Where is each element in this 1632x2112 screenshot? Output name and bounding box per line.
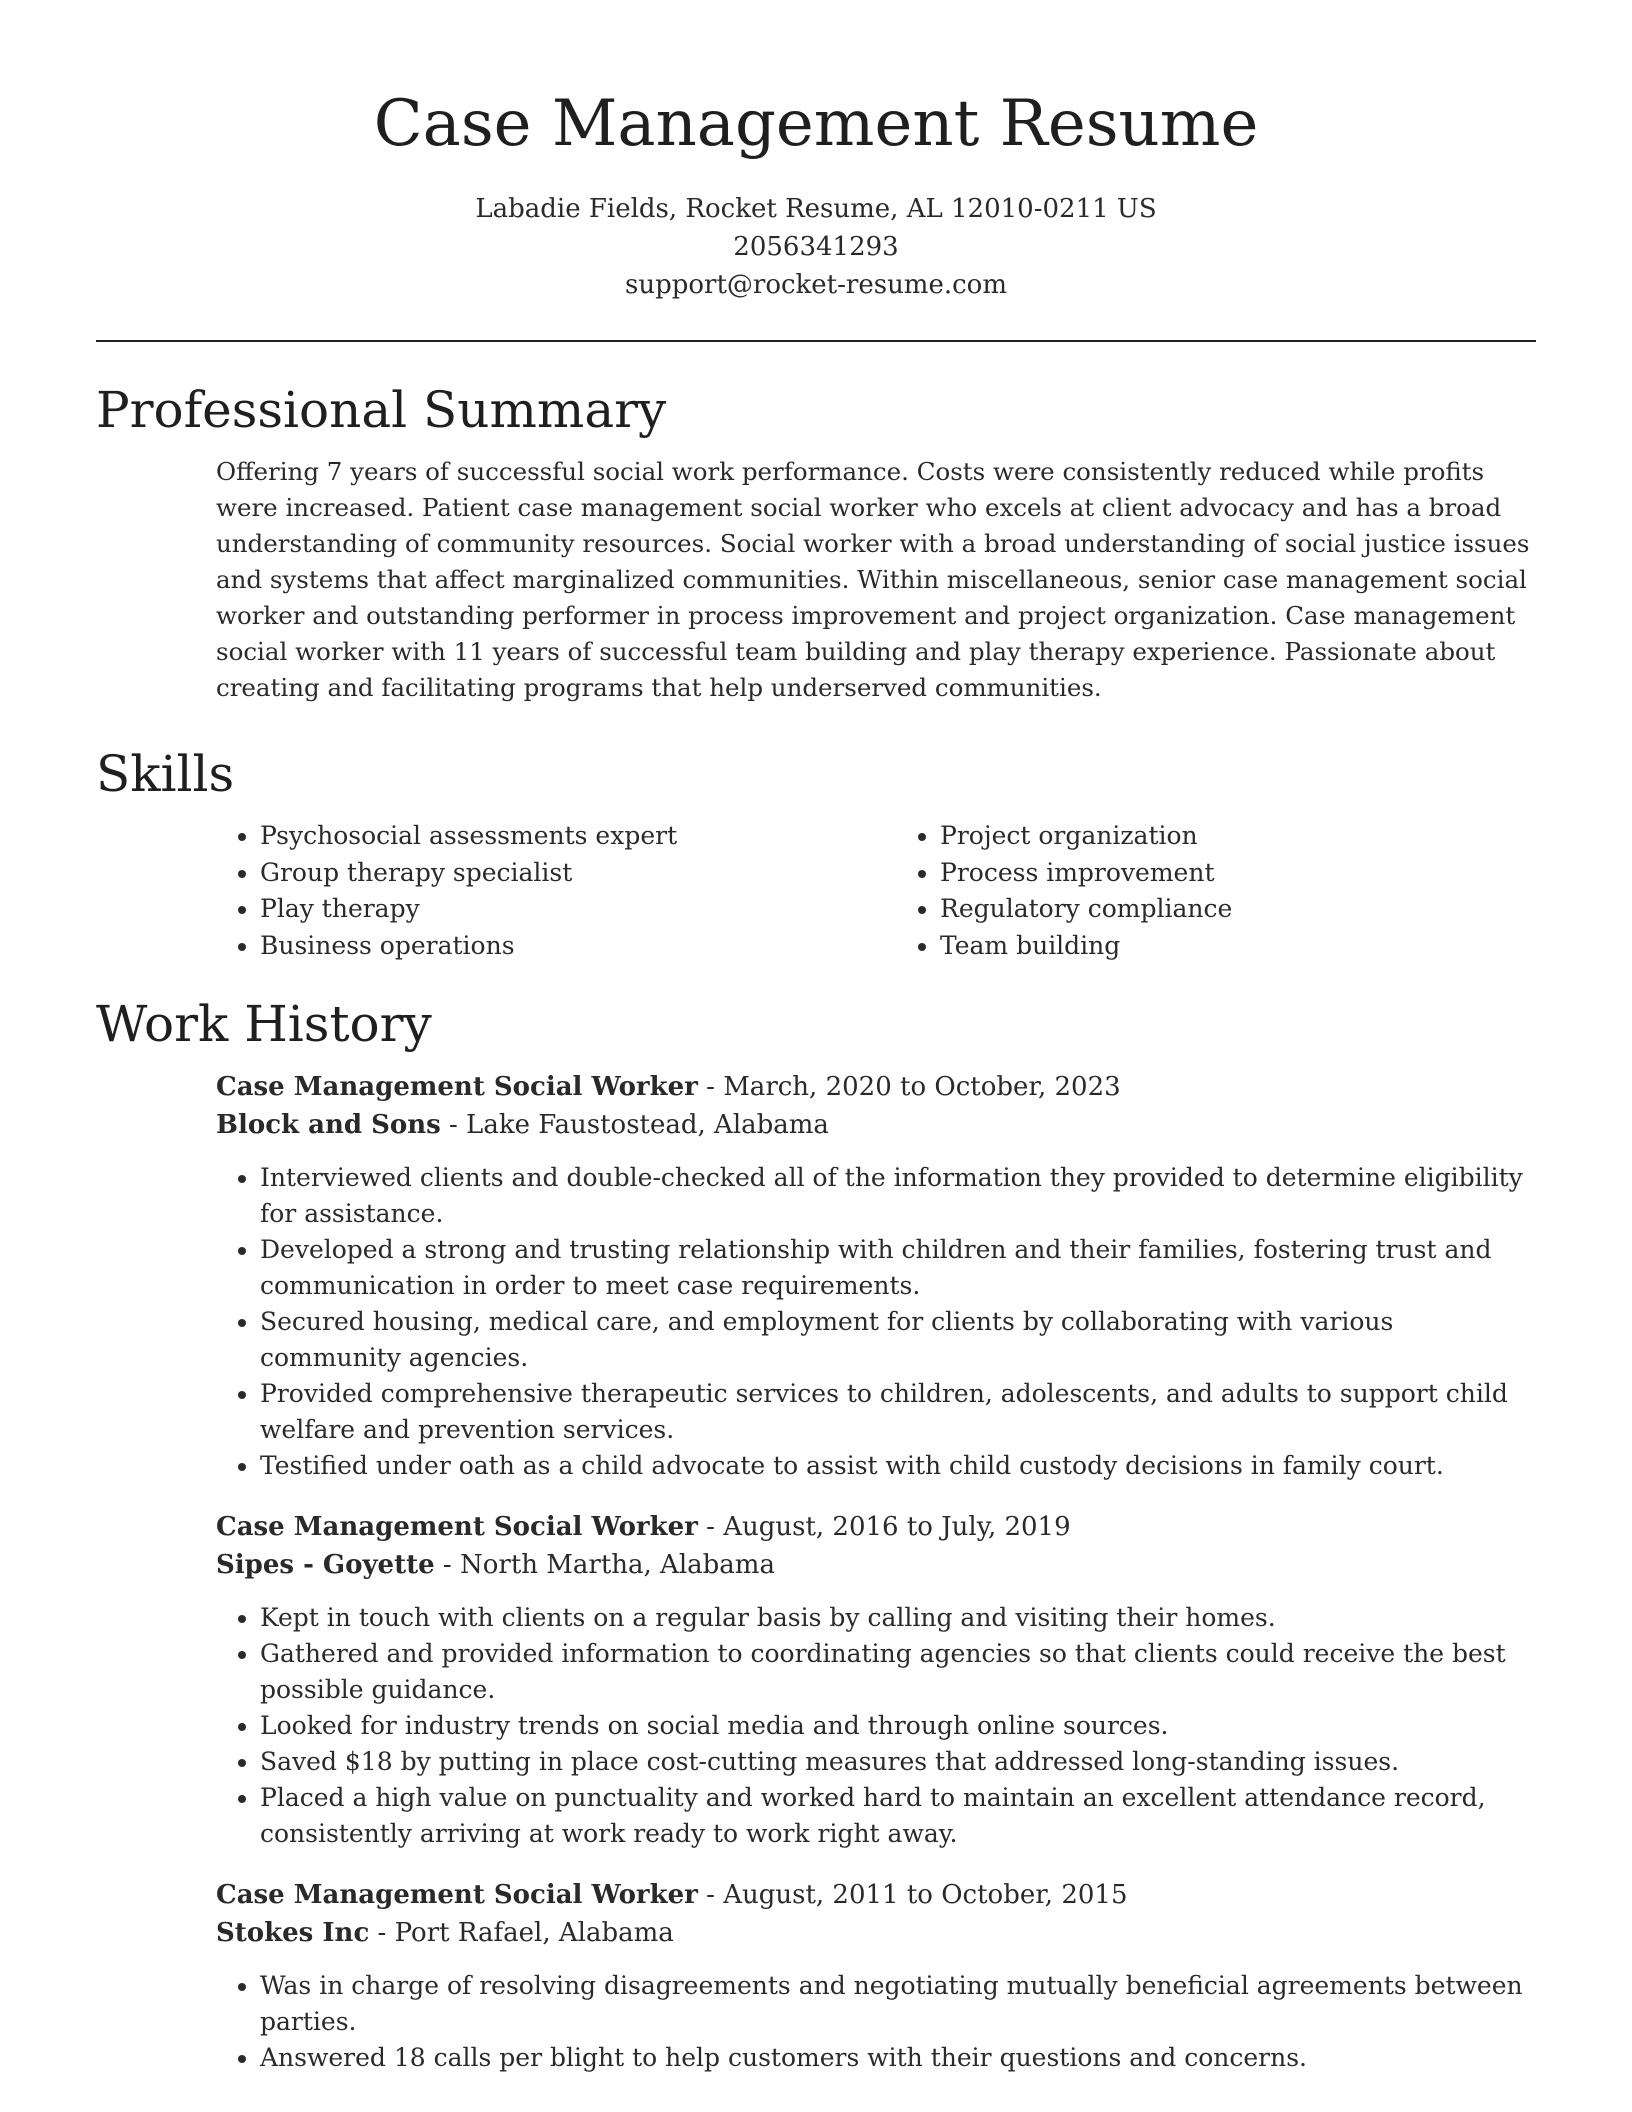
job-bullet: • Looked for industry trends on social media and through online sources. (260, 1708, 1536, 1744)
job-title: Case Management Social Worker (216, 1072, 698, 1102)
summary-text: Offering 7 years of successful social work performance. Costs were consistently reduced while profits were increased. Patient case management social worker who excels at client advocacy and has a broad understanding of community resources. Social worker with a broad understanding of social justice issues and systems that affect marginalized communities. Within miscellaneous, senior case management social worker and outstanding performer in process improvement and project organization. Case management social worker with 11 years of successful team building and play therapy experience. Passionate about creating and facilitating programs that help underserved communities. (216, 457, 1530, 702)
job-title-line (216, 1068, 1536, 1106)
job-bullet: • Secured housing, medical care, and employment for clients by collaborating with various community agencies. (260, 1304, 1536, 1376)
skill-item: • Psychosocial assessments expert (260, 818, 856, 855)
skills-grid (216, 818, 1536, 964)
header-divider (96, 340, 1536, 342)
job-company: Stokes Inc (216, 1918, 370, 1948)
job-bullets (216, 1160, 1536, 1484)
job-location: - Port Rafael, Alabama (369, 1918, 674, 1948)
job-bullet: • Placed a high value on punctuality and worked hard to maintain an excellent attendance record, consistently arriving at work ready to work right away. (260, 1780, 1536, 1852)
job-title: Case Management Social Worker (216, 1512, 698, 1542)
summary-section (96, 380, 1536, 706)
skill-item: • Process improvement (940, 855, 1536, 892)
job-title-line (216, 1508, 1536, 1546)
job-company-line (216, 1106, 1536, 1144)
job-bullet: • Provided comprehensive therapeutic services to children, adolescents, and adults to support child welfare and prevention services. (260, 1376, 1536, 1448)
address: Labadie Fields, Rocket Resume, AL 12010-0211 US (475, 194, 1157, 224)
skill-item: • Team building (940, 928, 1536, 965)
job-bullets (216, 1600, 1536, 1852)
skill-item: • Project organization (940, 818, 1536, 855)
work-history-section (96, 994, 1536, 2076)
phone: 2056341293 (733, 232, 899, 262)
job-company: Block and Sons (216, 1110, 441, 1140)
skill-item: • Group therapy specialist (260, 855, 856, 892)
work-history-heading: Work History (96, 995, 432, 1053)
skill-item: • Play therapy (260, 891, 856, 928)
job-company: Sipes - Goyette (216, 1550, 435, 1580)
job-bullets (216, 1968, 1536, 2076)
skill-item: • Regulatory compliance (940, 891, 1536, 928)
job-bullet: • Testified under oath as a child advocate to assist with child custody decisions in family court. (260, 1448, 1536, 1484)
job-dates: - August, 2011 to October, 2015 (697, 1880, 1128, 1910)
job-location: - North Martha, Alabama (434, 1550, 775, 1580)
job-entry (216, 1876, 1536, 2076)
job-dates: - August, 2016 to July, 2019 (697, 1512, 1071, 1542)
job-company-line (216, 1546, 1536, 1584)
job-bullet: • Gathered and provided information to coordinating agencies so that clients could receive the best possible guidance. (260, 1636, 1536, 1708)
job-entry (216, 1508, 1536, 1852)
job-bullet: • Answered 18 calls per blight to help customers with their questions and concerns. (260, 2040, 1536, 2076)
resume-title: Case Management Resume (373, 87, 1259, 161)
skill-item: • Business operations (260, 928, 856, 965)
resume-header (96, 86, 1536, 342)
job-company-line (216, 1914, 1536, 1952)
job-bullet: • Kept in touch with clients on a regular basis by calling and visiting their homes. (260, 1600, 1536, 1636)
job-title: Case Management Social Worker (216, 1880, 698, 1910)
summary-heading: Professional Summary (96, 381, 667, 439)
skills-list-right (896, 818, 1536, 964)
job-title-line (216, 1876, 1536, 1914)
job-bullet: • Interviewed clients and double-checked all of the information they provided to determine eligibility for assistance. (260, 1160, 1536, 1232)
skills-list-left (216, 818, 856, 964)
email: support@rocket-resume.com (624, 270, 1007, 300)
job-bullet: • Saved $18 by putting in place cost-cutting measures that addressed long-standing issues. (260, 1744, 1536, 1780)
skills-heading: Skills (96, 745, 235, 803)
job-dates: - March, 2020 to October, 2023 (697, 1072, 1121, 1102)
skills-section (96, 744, 1536, 964)
job-entry (216, 1068, 1536, 1484)
job-bullet: • Developed a strong and trusting relationship with children and their families, fostering trust and communication in order to meet case requirements. (260, 1232, 1536, 1304)
job-location: - Lake Faustostead, Alabama (440, 1110, 829, 1140)
job-bullet: • Was in charge of resolving disagreements and negotiating mutually beneficial agreements between parties. (260, 1968, 1536, 2040)
